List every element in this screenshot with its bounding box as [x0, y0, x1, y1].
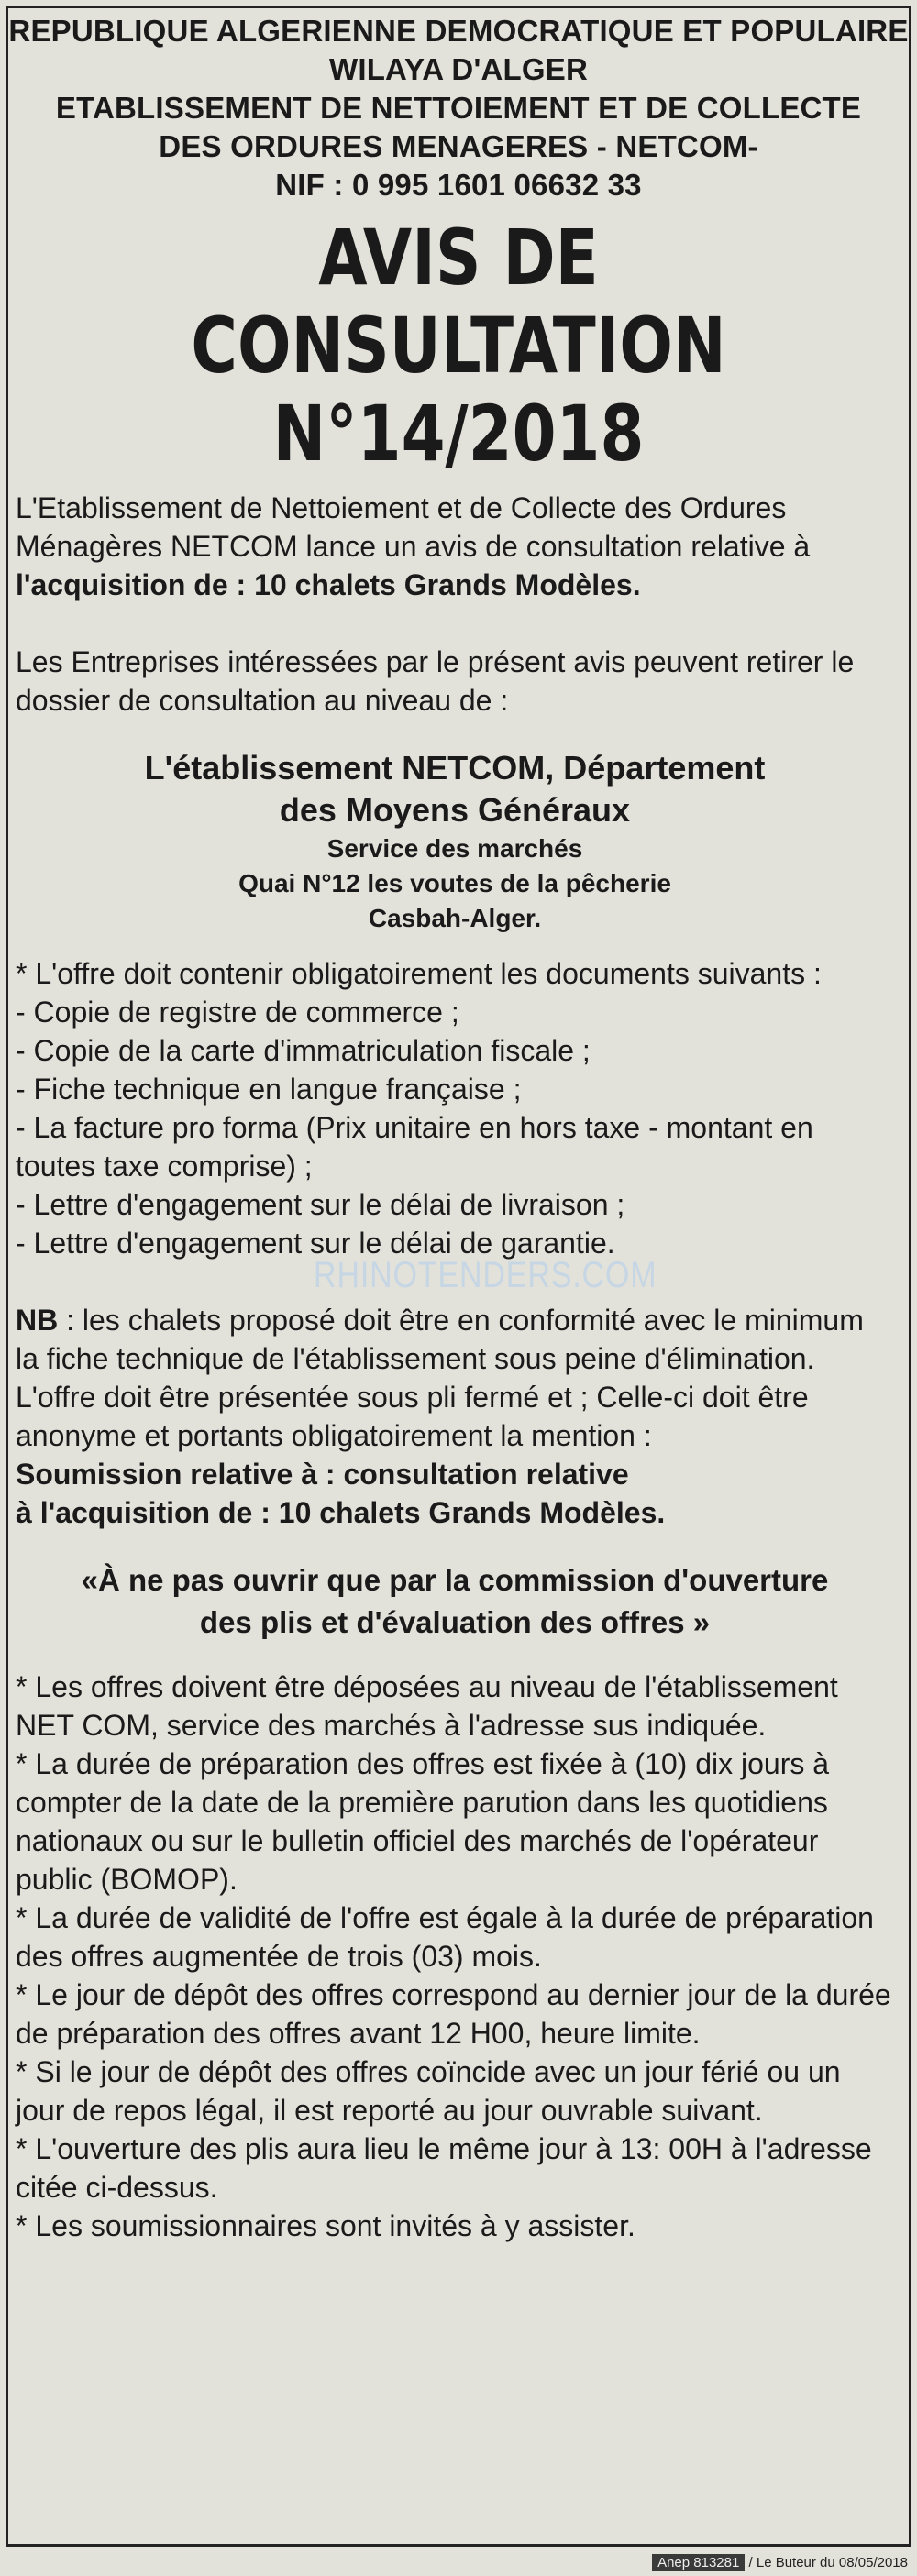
list-item: * Les soumissionnaires sont invités à y assister. — [16, 2209, 635, 2242]
list-item: * La durée de validité de l'offre est égale à la durée de préparation des offres augmentée de trois (03) mois. — [16, 1901, 874, 1973]
list-item: * Si le jour de dépôt des offres coïncide avec un jour férié ou un jour de repos légal, il est reporté au jour ouvrable suivant. — [16, 2055, 841, 2127]
intro-bold: l'acquisition de : 10 chalets Grands Modèles. — [16, 568, 641, 601]
header-line-netcom: DES ORDURES MENAGERES - NETCOM- — [159, 129, 758, 163]
header-line-wilaya: WILAYA D'ALGER — [328, 52, 588, 86]
title-line-2: N°14/2018 — [272, 389, 645, 479]
watermark: RHINOTENDERS.COM — [314, 1255, 657, 1295]
address-line-2: des Moyens Généraux — [279, 791, 631, 829]
nb-label: NB — [16, 1304, 59, 1337]
notice-body — [8, 489, 909, 2245]
nb-text: : les chalets proposé doit être en conformité avec le minimum la fiche technique de l'établissement sous peine d'élimination. — [16, 1304, 864, 1375]
address-block — [16, 747, 894, 936]
quote-line-2: des plis et d'évaluation des offres » — [199, 1605, 711, 1639]
list-item: * Le jour de dépôt des offres correspond au dernier jour de la durée de préparation des offres avant 12 H00, heure limite. — [16, 1978, 891, 2050]
title-line-1: AVIS DE CONSULTATION — [191, 213, 726, 391]
address-line-4: Quai N°12 les voutes de la pêcherie — [238, 869, 671, 897]
list-item: - Fiche technique en langue française ; — [16, 1073, 522, 1106]
list-item: * L'ouverture des plis aura lieu le même jour à 13: 00H à l'adresse citée ci-dessus. — [16, 2132, 872, 2204]
list-item: * La durée de préparation des offres est fixée à (10) dix jours à compter de la date de la première parution dans les quotidiens nationaux ou sur le bulletin officiel des marchés de l'opérateur public (BOMOP). — [16, 1747, 830, 1896]
list-item: - Lettre d'engagement sur le délai de garantie. — [16, 1227, 615, 1260]
issuer-header — [8, 8, 909, 204]
header-line-republic: REPUBLIQUE ALGERIENNE DEMOCRATIQUE ET POPULAIRE — [8, 14, 909, 48]
mention-line-2: à l'acquisition de : 10 chalets Grands Modèles. — [16, 1496, 666, 1529]
list-item: - La facture pro forma (Prix unitaire en hors taxe - montant en toutes taxe comprise) ; — [16, 1111, 813, 1183]
list-item: - Copie de la carte d'immatriculation fiscale ; — [16, 1034, 591, 1067]
notice-title — [89, 214, 827, 478]
retrieve-paragraph: Les Entreprises intéressées par le présent avis peuvent retirer le dossier de consultation au niveau de : — [16, 645, 855, 717]
intro-text: L'Etablissement de Nettoiement et de Collecte des Ordures Ménagères NETCOM lance un avis de consultation relative à — [16, 491, 811, 563]
anep-reference: Anep 813281 — [652, 2554, 745, 2571]
publication-source: / Le Buteur du 08/05/2018 — [745, 2555, 908, 2570]
documents-intro: * L'offre doit contenir obligatoirement les documents suivants : — [16, 957, 822, 990]
conditions-list — [16, 1668, 894, 2245]
quote-line-1: «À ne pas ouvrir que par la commission d'ouverture — [81, 1563, 829, 1597]
header-line-nif: NIF : 0 995 1601 06632 33 — [275, 168, 642, 202]
sealed-offer-paragraph: L'offre doit être présentée sous pli fermé et ; Celle-ci doit être anonyme et portants obligatoirement la mention : — [16, 1381, 809, 1452]
list-item: - Copie de registre de commerce ; — [16, 996, 459, 1029]
publication-footer — [652, 2555, 908, 2570]
documents-list — [16, 954, 894, 1262]
notice-frame — [6, 6, 911, 2547]
do-not-open-quote — [16, 1559, 894, 1644]
address-line-5: Casbah-Alger. — [368, 904, 542, 932]
address-line-3: Service des marchés — [326, 834, 583, 863]
intro-paragraph — [16, 489, 894, 604]
address-line-1: L'établissement NETCOM, Département — [144, 749, 766, 787]
list-item: * Les offres doivent être déposées au niveau de l'établissement NET COM, service des marchés à l'adresse sus indiquée. — [16, 1670, 838, 1742]
header-line-establishment: ETABLISSEMENT DE NETTOIEMENT ET DE COLLECTE — [55, 91, 862, 125]
mention-line-1: Soumission relative à : consultation relative — [16, 1458, 629, 1491]
nb-paragraph — [16, 1301, 894, 1378]
list-item: - Lettre d'engagement sur le délai de livraison ; — [16, 1188, 625, 1221]
